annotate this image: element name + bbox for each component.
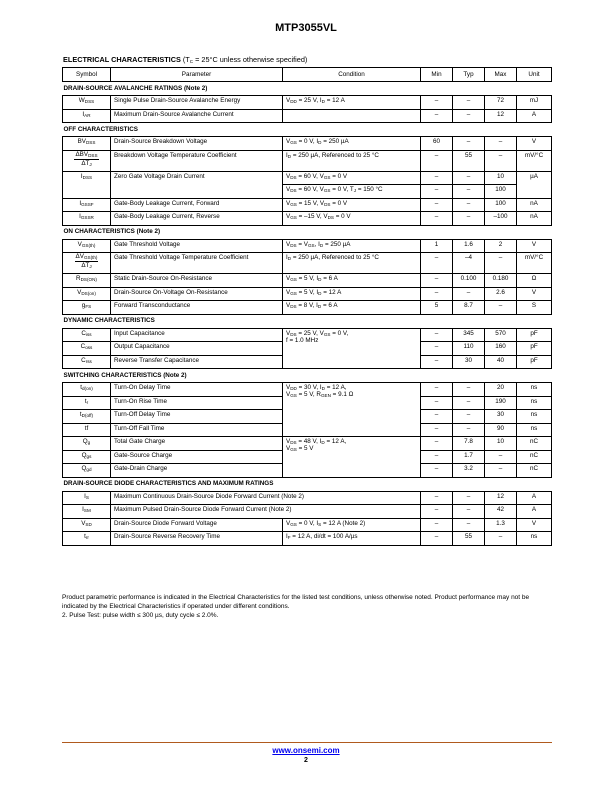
- min-cell: –: [421, 505, 453, 519]
- unit-cell: pF: [517, 355, 552, 369]
- max-cell: 1.3: [485, 518, 517, 532]
- condition-cell: $V_{DS} = 60$ V, $V_{GS} = 0$ V, $T_J = 150$ °C: [283, 185, 421, 199]
- max-cell: 12: [485, 491, 517, 505]
- param-cell: Output Capacitance: [111, 342, 283, 356]
- max-cell: –: [485, 450, 517, 464]
- min-cell: –: [421, 342, 453, 356]
- min-cell: –: [421, 396, 453, 410]
- symbol-ism: $I_{SM}$: [63, 505, 111, 519]
- min-cell: –: [421, 109, 453, 123]
- unit-cell: nC: [517, 464, 552, 478]
- table-row: [63, 518, 552, 532]
- section-title-label: ELECTRICAL CHARACTERISTICS: [63, 55, 181, 64]
- condition-cell: [283, 109, 421, 123]
- condition-cell: $V_{GS} = -15$ V, $V_{DS} = 0$ V: [283, 212, 421, 226]
- symbol-qg: $Q_g$: [63, 437, 111, 451]
- condition-cell: $V_{DS} = 8$ V, $I_D = 6$ A: [283, 301, 421, 315]
- max-cell: 2.6: [485, 287, 517, 301]
- footer-divider: [62, 742, 552, 743]
- notes-disclaimer: Product parametric performance is indicated in the Electrical Characteristics for the listed test conditions, unless otherwise noted. Product performance may not be indicated by the Electrical Characteristics if operated under different conditions.: [62, 594, 530, 610]
- max-cell: 72: [485, 96, 517, 110]
- symbol-igssr: $I_{GSSR}$: [63, 212, 111, 226]
- min-cell: –: [421, 355, 453, 369]
- param-cell: Drain-Source On-Voltage On-Resistance: [111, 287, 283, 301]
- param-cell: Turn-On Rise Time: [111, 396, 283, 410]
- max-cell: 570: [485, 328, 517, 342]
- typ-cell: –: [453, 423, 485, 437]
- symbol-trr: $t_{rr}$: [63, 532, 111, 546]
- table-row: [63, 491, 552, 505]
- min-cell: –: [421, 274, 453, 288]
- symbol-tdon: $t_{d(on)}$: [63, 383, 111, 397]
- table-row: [63, 171, 552, 185]
- param-cell: Gate Threshold Voltage Temperature Coefficient: [111, 253, 283, 274]
- max-cell: –100: [485, 212, 517, 226]
- param-cell: Input Capacitance: [111, 328, 283, 342]
- symbol-bvdss: $BV_{DSS}$: [63, 137, 111, 151]
- min-cell: –: [421, 96, 453, 110]
- unit-cell: V: [517, 137, 552, 151]
- typ-cell: –4: [453, 253, 485, 274]
- unit-cell: mJ: [517, 96, 552, 110]
- param-cell: Turn-Off Delay Time: [111, 410, 283, 424]
- param-cell: Total Gate Charge: [111, 437, 283, 451]
- unit-cell: pF: [517, 328, 552, 342]
- symbol-gfs: $g_{FS}$: [63, 301, 111, 315]
- typ-cell: 55: [453, 150, 485, 171]
- param-cell: Gate-Drain Charge: [111, 464, 283, 478]
- symbol-coss: $C_{oss}$: [63, 342, 111, 356]
- group-avalanche: DRAIN-SOURCE AVALANCHE RATINGS (Note 2): [63, 82, 552, 96]
- typ-cell: 30: [453, 355, 485, 369]
- max-cell: 90: [485, 423, 517, 437]
- condition-cell: $I_D = 250$ µA, Referenced to 25 °C: [283, 150, 421, 171]
- typ-cell: –: [453, 171, 485, 185]
- condition-cell: $I_D = 250$ µA, Referenced to 25 °C: [283, 253, 421, 274]
- unit-cell: ns: [517, 410, 552, 424]
- param-cell: Maximum Continuous Drain-Source Diode Forward Current (Note 2): [111, 491, 421, 505]
- max-cell: 12: [485, 109, 517, 123]
- col-header-parameter: Parameter: [111, 68, 283, 82]
- max-cell: 190: [485, 396, 517, 410]
- symbol-tdoff: $t_{D(off)}$: [63, 410, 111, 424]
- symbol-crss: $C_{rss}$: [63, 355, 111, 369]
- unit-cell: ns: [517, 532, 552, 546]
- typ-cell: –: [453, 212, 485, 226]
- section-condition-rest: = 25°C unless otherwise specified): [193, 55, 308, 64]
- min-cell: –: [421, 150, 453, 171]
- unit-cell: mV/°C: [517, 150, 552, 171]
- table-row: [63, 437, 552, 451]
- param-cell: Gate-Body Leakage Current, Reverse: [111, 212, 283, 226]
- max-cell: –: [485, 137, 517, 151]
- unit-cell: nC: [517, 450, 552, 464]
- table-row: [63, 532, 552, 546]
- min-cell: –: [421, 253, 453, 274]
- max-cell: 30: [485, 410, 517, 424]
- typ-cell: –: [453, 109, 485, 123]
- unit-cell: pF: [517, 342, 552, 356]
- max-cell: 42: [485, 505, 517, 519]
- unit-cell: S: [517, 301, 552, 315]
- page-number: 2: [304, 757, 308, 764]
- min-cell: –: [421, 287, 453, 301]
- unit-cell: A: [517, 505, 552, 519]
- param-cell: Drain-Source Reverse Recovery Time: [111, 532, 283, 546]
- param-cell: Drain-Source Breakdown Voltage: [111, 137, 283, 151]
- col-header-condition: Condition: [283, 68, 421, 82]
- max-cell: 2: [485, 239, 517, 253]
- table-header-row: [63, 68, 552, 82]
- symbol-wdss: $W_{DSS}$: [63, 96, 111, 110]
- table-row: [63, 301, 552, 315]
- max-cell: 100: [485, 185, 517, 199]
- unit-cell: V: [517, 287, 552, 301]
- footer-website-link[interactable]: www.onsemi.com: [272, 746, 340, 755]
- max-cell: 40: [485, 355, 517, 369]
- param-cell: Maximum Pulsed Drain-Source Diode Forward Current (Note 2): [111, 505, 421, 519]
- unit-cell: A: [517, 491, 552, 505]
- section-title: [63, 55, 307, 64]
- unit-cell: nA: [517, 198, 552, 212]
- typ-cell: –: [453, 287, 485, 301]
- symbol-is: $I_S$: [63, 491, 111, 505]
- min-cell: –: [421, 185, 453, 199]
- unit-cell: ns: [517, 383, 552, 397]
- symbol-igssf: $I_{GSSF}$: [63, 198, 111, 212]
- typ-cell: 1.7: [453, 450, 485, 464]
- max-cell: –: [485, 532, 517, 546]
- symbol-iar: $I_{AR}$: [63, 109, 111, 123]
- electrical-characteristics-table: [62, 67, 552, 546]
- table-row: [63, 287, 552, 301]
- param-cell: Single Pulse Drain-Source Avalanche Energy: [111, 96, 283, 110]
- typ-cell: 345: [453, 328, 485, 342]
- unit-cell: Ω: [517, 274, 552, 288]
- symbol-tr: $t_r$: [63, 396, 111, 410]
- condition-cell: $V_{GS} = 5$ V, $I_D = 12$ A: [283, 287, 421, 301]
- unit-cell: µA: [517, 171, 552, 198]
- param-cell: Reverse Transfer Capacitance: [111, 355, 283, 369]
- unit-cell: A: [517, 109, 552, 123]
- section-condition-sub: C: [189, 59, 194, 64]
- param-cell: Gate-Body Leakage Current, Forward: [111, 198, 283, 212]
- unit-cell: ns: [517, 423, 552, 437]
- max-cell: –: [485, 301, 517, 315]
- typ-cell: 3.2: [453, 464, 485, 478]
- col-header-symbol: Symbol: [63, 68, 111, 82]
- max-cell: 0.180: [485, 274, 517, 288]
- condition-cell: $V_{GS} = 0$ V, $I_D = 250$ µA: [283, 137, 421, 151]
- symbol-rdson: $R_{DS(ON)}$: [63, 274, 111, 288]
- typ-cell: 110: [453, 342, 485, 356]
- max-cell: 10: [485, 171, 517, 185]
- condition-cell: $V_{DS} = 25$ V, $V_{GS} = 0$ V, f = 1.0 MHz: [283, 328, 421, 369]
- col-header-min: Min: [421, 68, 453, 82]
- typ-cell: –: [453, 491, 485, 505]
- table-row: [63, 109, 552, 123]
- symbol-qgs: $Q_{gs}$: [63, 450, 111, 464]
- min-cell: –: [421, 423, 453, 437]
- min-cell: –: [421, 518, 453, 532]
- min-cell: –: [421, 491, 453, 505]
- symbol-ciss: $C_{iss}$: [63, 328, 111, 342]
- max-cell: 10: [485, 437, 517, 451]
- col-header-max: Max: [485, 68, 517, 82]
- typ-cell: –: [453, 410, 485, 424]
- symbol-vsd: $V_{SD}$: [63, 518, 111, 532]
- table-row: [63, 239, 552, 253]
- table-row: [63, 150, 552, 171]
- group-switching: SWITCHING CHARACTERISTICS (Note 2): [63, 369, 552, 383]
- condition-cell: $V_{DS} = V_{GS}$, $I_D = 250$ µA: [283, 239, 421, 253]
- param-cell: Gate-Source Charge: [111, 450, 283, 464]
- group-dynamic: DYNAMIC CHARACTERISTICS: [63, 314, 552, 328]
- param-cell: Forward Transconductance: [111, 301, 283, 315]
- param-cell: Breakdown Voltage Temperature Coefficient: [111, 150, 283, 171]
- unit-cell: ns: [517, 396, 552, 410]
- typ-cell: –: [453, 383, 485, 397]
- min-cell: –: [421, 437, 453, 451]
- symbol-bvdss-tc: $\frac{\Delta BV_{DSS}}{\Delta T_J}$: [63, 150, 111, 171]
- unit-cell: nA: [517, 212, 552, 226]
- max-cell: 20: [485, 383, 517, 397]
- min-cell: –: [421, 383, 453, 397]
- max-cell: 100: [485, 198, 517, 212]
- typ-cell: 7.8: [453, 437, 485, 451]
- param-cell: Turn-Off Fall Time: [111, 423, 283, 437]
- table-row: [63, 274, 552, 288]
- unit-cell: V: [517, 518, 552, 532]
- param-cell: Drain-Source Diode Forward Voltage: [111, 518, 283, 532]
- param-cell: Zero Gate Voltage Drain Current: [111, 171, 283, 198]
- min-cell: –: [421, 198, 453, 212]
- table-row: [63, 212, 552, 226]
- table-row: [63, 137, 552, 151]
- condition-cell: $I_F = 12$ A, di/dt = 100 A/µs: [283, 532, 421, 546]
- min-cell: –: [421, 450, 453, 464]
- group-on: ON CHARACTERISTICS (Note 2): [63, 225, 552, 239]
- symbol-vgsth-tc: $\frac{\Delta V_{GS(th)}}{\Delta T_J}$: [63, 253, 111, 274]
- table-row: [63, 253, 552, 274]
- symbol-idss: $I_{DSS}$: [63, 171, 111, 198]
- param-cell: Gate Threshold Voltage: [111, 239, 283, 253]
- typ-cell: 55: [453, 532, 485, 546]
- unit-cell: mV/°C: [517, 253, 552, 274]
- table-row: [63, 198, 552, 212]
- condition-cell: $V_{GS} = 0$ V, $I_S = 12$ A (Note 2): [283, 518, 421, 532]
- typ-cell: 1.6: [453, 239, 485, 253]
- condition-cell: $V_{DD} = 30$ V, $I_D = 12$ A, $V_{GS} = 5$ V, $R_{GEN} = 9.1$ Ω: [283, 383, 421, 437]
- condition-cell: $V_{DS} = 60$ V, $V_{GS} = 0$ V: [283, 171, 421, 185]
- table-row: [63, 383, 552, 397]
- param-cell: Static Drain-Source On-Resistance: [111, 274, 283, 288]
- notes: [62, 594, 552, 620]
- max-cell: –: [485, 253, 517, 274]
- typ-cell: –: [453, 505, 485, 519]
- typ-cell: –: [453, 96, 485, 110]
- document-title: MTP3055VL: [275, 22, 337, 34]
- condition-cell: $V_{DS} = 48$ V, $I_D = 12$ A, $V_{GS} = 5$ V: [283, 437, 421, 478]
- min-cell: 1: [421, 239, 453, 253]
- typ-cell: –: [453, 396, 485, 410]
- symbol-vdson: $V_{DS(on)}$: [63, 287, 111, 301]
- typ-cell: –: [453, 185, 485, 199]
- group-diode: DRAIN-SOURCE DIODE CHARACTERISTICS AND MAXIMUM RATINGS: [63, 477, 552, 491]
- unit-cell: nC: [517, 437, 552, 451]
- col-header-unit: Unit: [517, 68, 552, 82]
- max-cell: –: [485, 464, 517, 478]
- param-cell: Maximum Drain-Source Avalanche Current: [111, 109, 283, 123]
- min-cell: 5: [421, 301, 453, 315]
- typ-cell: 0.100: [453, 274, 485, 288]
- max-cell: –: [485, 150, 517, 171]
- symbol-tf: tf: [63, 423, 111, 437]
- param-cell: Turn-On Delay Time: [111, 383, 283, 397]
- min-cell: 60: [421, 137, 453, 151]
- min-cell: –: [421, 410, 453, 424]
- table-row: [63, 328, 552, 342]
- min-cell: –: [421, 464, 453, 478]
- condition-cell: $V_{GS} = 5$ V, $I_D = 6$ A: [283, 274, 421, 288]
- group-off: OFF CHARACTERISTICS: [63, 123, 552, 137]
- condition-cell: $V_{GS} = 15$ V, $V_{DS} = 0$ V: [283, 198, 421, 212]
- symbol-qgd: $Q_{gd}$: [63, 464, 111, 478]
- typ-cell: –: [453, 137, 485, 151]
- section-condition-prefix: (T: [182, 55, 190, 64]
- typ-cell: 8.7: [453, 301, 485, 315]
- unit-cell: V: [517, 239, 552, 253]
- col-header-typ: Typ: [453, 68, 485, 82]
- table-row: [63, 505, 552, 519]
- typ-cell: –: [453, 518, 485, 532]
- min-cell: –: [421, 328, 453, 342]
- typ-cell: –: [453, 198, 485, 212]
- condition-cell: $V_{DD} = 25$ V, $I_D = 12$ A: [283, 96, 421, 110]
- min-cell: –: [421, 171, 453, 185]
- min-cell: –: [421, 212, 453, 226]
- symbol-vgsth: $V_{GS(th)}$: [63, 239, 111, 253]
- max-cell: 160: [485, 342, 517, 356]
- min-cell: –: [421, 532, 453, 546]
- table-row: [63, 96, 552, 110]
- notes-note2: 2. Pulse Test: pulse width ≤ 300 µs, duty cycle ≤ 2.0%.: [62, 611, 219, 619]
